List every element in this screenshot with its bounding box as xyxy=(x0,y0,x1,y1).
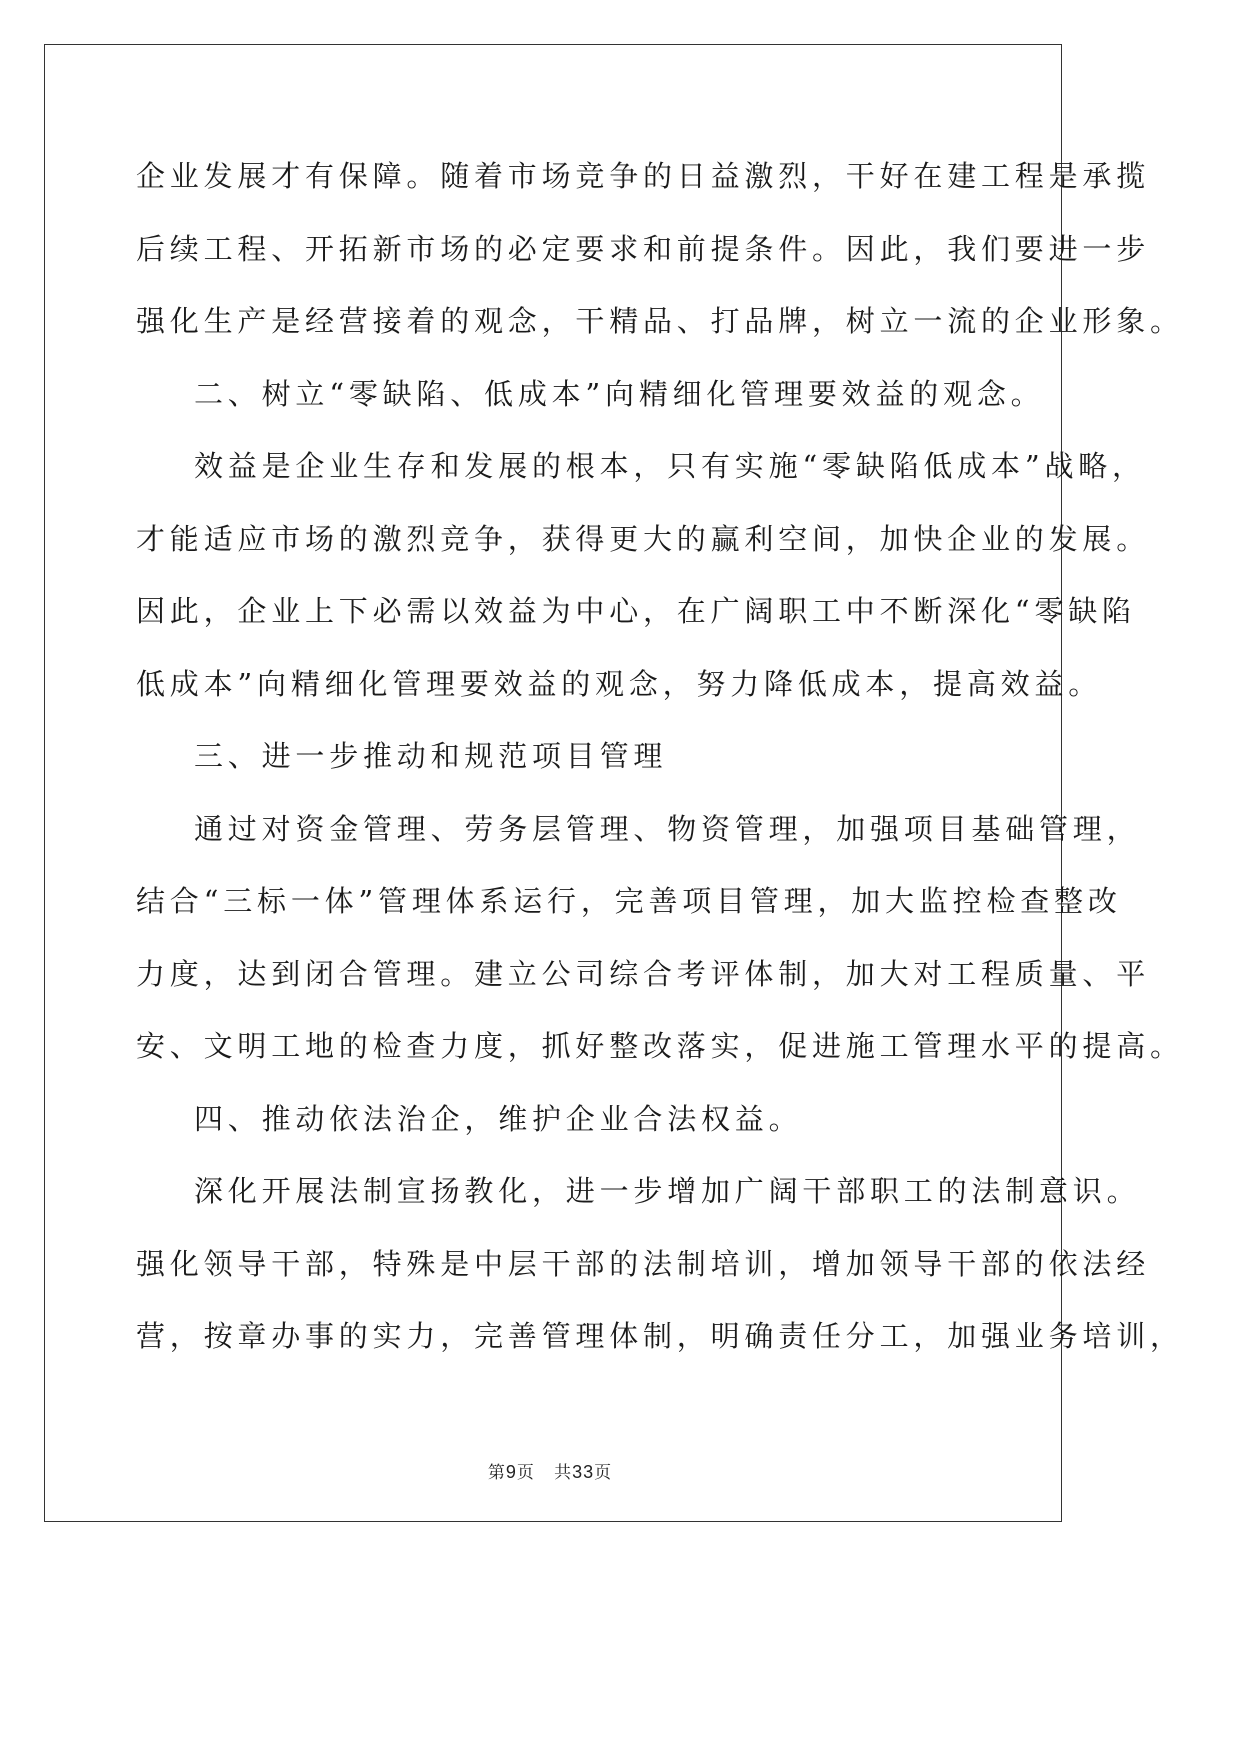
text-line: 低成本”向精细化管理要效益的观念，努力降低成本，提高效益。 xyxy=(136,666,1103,701)
total-prefix: 共 xyxy=(554,1463,573,1483)
text-line: 效益是企业生存和发展的根本，只有实施“零缺陷低成本”战略， xyxy=(194,449,1146,483)
page-footer xyxy=(0,1458,1100,1483)
text-line: 三、进一步推动和规范项目管理 xyxy=(194,739,668,773)
text-line: 才能适应市场的激烈竞争，获得更大的赢利空间，加快企业的发展。 xyxy=(136,521,1151,556)
text-line: 深化开展法制宣扬教化，进一步增加广阔干部职工的法制意识。 xyxy=(194,1174,1141,1208)
text-line: 强化生产是经营接着的观念，干精品、打品牌，树立一流的企业形象。 xyxy=(136,304,1184,338)
section-heading xyxy=(136,358,1045,431)
paragraph xyxy=(136,1155,1184,1373)
document-body xyxy=(136,140,1184,1373)
paragraph xyxy=(136,140,1184,358)
text-line: 通过对资金管理、劳务层管理、物资管理，加强项目基础管理， xyxy=(194,811,1141,846)
page-suffix: 页 xyxy=(516,1463,535,1483)
section-heading xyxy=(136,720,986,793)
text-line: 四、推动依法治企，维护企业合法权益。 xyxy=(194,1101,803,1136)
text-line: 二、树立“零缺陷、低成本”向精细化管理要效益的观念。 xyxy=(194,376,1045,411)
text-line: 企业发展才有保障。随着市场竞争的日益激烈，干好在建工程是承揽 xyxy=(136,159,1151,193)
page-prefix: 第 xyxy=(487,1463,506,1483)
text-line: 安、文明工地的检查力度，抓好整改落实，促进施工管理水平的提高。 xyxy=(136,1029,1184,1063)
total-suffix: 页 xyxy=(594,1463,613,1483)
text-line: 强化领导干部，特殊是中层干部的法制培训，增加领导干部的依法经 xyxy=(136,1246,1151,1281)
text-line: 因此，企业上下必需以效益为中心，在广阔职工中不断深化“零缺陷 xyxy=(136,594,1136,628)
text-line: 后续工程、开拓新市场的必定要求和前提条件。因此，我们要进一步 xyxy=(136,231,1151,266)
paragraph xyxy=(136,793,1184,1083)
total-pages: 33 xyxy=(572,1462,595,1482)
page-number: 9 xyxy=(505,1462,517,1482)
text-line: 营，按章办事的实力，完善管理体制，明确责任分工，加强业务培训， xyxy=(136,1319,1184,1353)
text-line: 结合“三标一体”管理体系运行，完善项目管理，加大监控检查整改 xyxy=(136,884,1122,918)
section-heading xyxy=(136,1083,986,1156)
paragraph xyxy=(136,430,1151,720)
text-line: 力度，达到闭合管理。建立公司综合考评体制，加大对工程质量、平 xyxy=(136,956,1151,991)
